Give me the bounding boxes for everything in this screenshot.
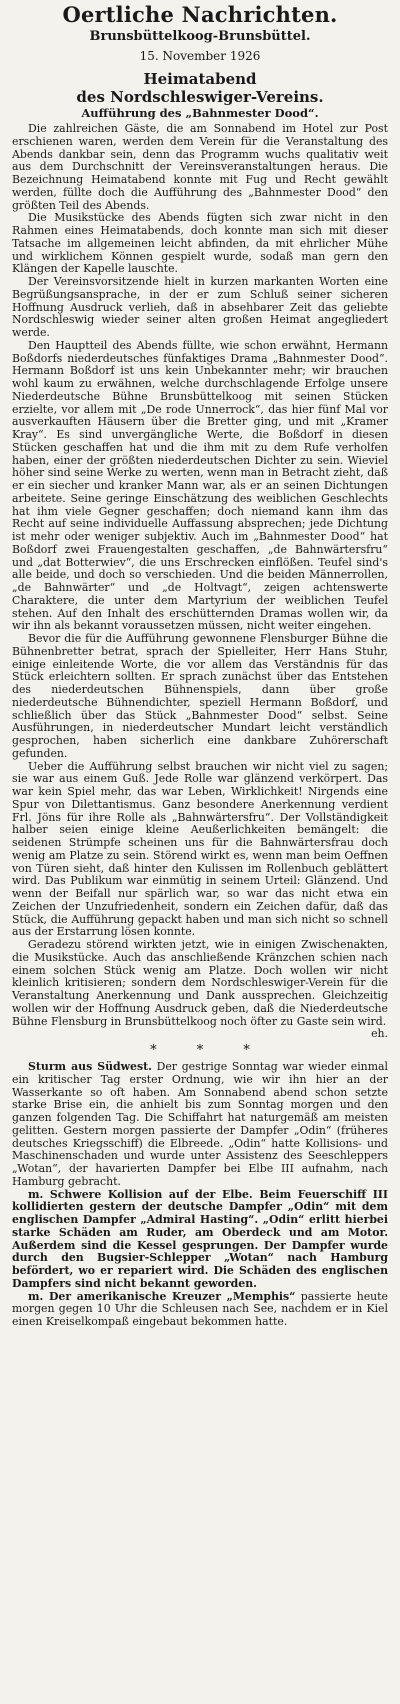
author-signature: eh.: [371, 1027, 388, 1041]
article-heimatabend: [12, 70, 388, 1041]
paragraph: Ueber die Aufführung selbst brauchen wir nicht viel zu sagen; sie war aus einem Guß. Jede Rolle war glänzend verkörpert. Das war kein Spiel mehr, das war Leben, Wirklichkeit! Nirgends eine Spur von Dilettantismus. Ganz besondere Anerkennung verdient Frl. Jöns für ihre Rolle als „Bahnwärtersfru“. Der Vollständigkeit halber seien einige kleine Aeußerlichkeiten bemängelt: die seidenen Strümpfe scheinen uns für die Bahnwärtersfrau doch wenig am Platze zu sein. Störend wirkt es, wenn man beim Oeffnen von Türen sieht, daß hinter den Kulissen im Rollenbuch geblättert wird. Das Publikum war einmütig in seinem Urteil: Glänzend. Und wenn der Beifall nur spärlich war, so war das nicht etwa ein Zeichen der Unzufriedenheit, sondern ein Zeichen dafür, daß das Stück, die Aufführung gepackt haben und man sich nicht so schnell aus der Erstarrung lösen konnte.: [12, 759, 388, 939]
paragraph: Bevor die für die Aufführung gewonnene Flensburger Bühne die Bühnenbretter betrat, sprach der Spielleiter, Herr Hans Stuhr, einige einleitende Worte, die vor allem das Verständnis für das Stück erleichtern sollten. Er sprach zunächst über das Entstehen des niederdeutschen Bühnenspiels, dann über große niederdeutsche Bühnendichter, speziell Hermann Boßdorf, und schließlich über das Stück „Bahnmester Dood“ selbst. Seine Ausführungen, in niederdeutscher Mundart leicht verständlich gesprochen, haben sicherlich eine dankbare Zuhörerschaft gefunden.: [12, 632, 388, 760]
paragraph: Die Musikstücke des Abends fügten sich zwar nicht in den Rahmen eines Heimatabends, doch konnte man sich mit dieser Tatsache im allgemeinen leicht abfinden, da mit ehrlicher Mühe und wirklichem Können gespielt wurde, sodaß man gern den Klängen der Kapelle lauschte.: [12, 211, 388, 276]
section-separator: * * *: [150, 1043, 268, 1058]
section-subtitle: Brunsbüttelkoog-Brunsbüttel.: [89, 29, 311, 44]
news-text: passierte heute morgen gegen 10 Uhr die Schleusen nach See, nachdem er in Kiel einen Kreiselkompaß eingebaut bekommen hatte.: [12, 1289, 388, 1328]
paragraph: Der Vereinsvorsitzende hielt in kurzen markanten Worten eine Begrüßungsansprache, in der er zum Schluß seiner sicheren Hoffnung Ausdruck verlieh, daß in absehbarer Zeit das geliebte Nordschleswig wieder seiner alten großen Heimat angegliedert werde.: [12, 275, 388, 339]
news-text: Der gestrige Sonntag war wieder einmal ein kritischer Tag erster Ordnung, wie wir ihn hier an der Wasserkante so oft haben. Am Sonnabend abend schon setzte starke Brise ein, die anhielt bis zum Sonntag morgen und den ganzen folgenden Tag. Die Schiffahrt hat naturgemäß am meisten gelitten. Gestern morgen passierte der Dampfer „Odin“ (früheres deutsches Kriegsschiff) die Elbreede. „Odin“ hatte Kollisions- und Maschinenschaden und wurde unter Assistenz des Seeschleppers „Wotan“, der havarierten Dampfer bei Elbe III aufnahm, nach Hamburg gebracht.: [12, 1060, 389, 1188]
news-lead: m. Schwere Kollision auf der Elbe.: [28, 1187, 253, 1201]
article-subheadline: Aufführung des „Bahnmester Dood“.: [81, 106, 319, 120]
article-headline-2: des Nordschleswiger-Vereins.: [76, 88, 324, 106]
dateline: 15. November 1926: [139, 49, 261, 63]
news-item-cruiser: [12, 1291, 388, 1329]
news-item-storm: [12, 1061, 388, 1189]
section-title: Oertliche Nachrichten.: [62, 2, 338, 27]
paragraph: Die zahlreichen Gäste, die am Sonnabend im Hotel zur Post erschienen waren, werden dem Verein für die Veranstaltung des Abends dankbar sein, denn das Programm wuchs qualitativ weit aus dem Durchschnitt der Vereinsveranstaltungen heraus. Die Bezeichnung Heimatabend konnte mit Fug und Recht gewählt werden, füllte doch die Aufführung des „Bahnmester Dood“ den größten Teil des Abends.: [12, 122, 388, 212]
paragraph: Geradezu störend wirkten jetzt, wie in einigen Zwischenakten, die Musikstücke. Auch das anschließende Kränzchen schien nach einem solchen Stück wenig am Platze. Doch wollen wir nicht kleinlich kritisieren; sondern dem Nordschleswiger-Verein für die Veranstaltung Anerkennung und Dank aussprechen. Gleichzeitig wollen wir der Hoffnung Ausdruck geben, daß die Niederdeutsche Bühne Flensburg in Brunsbüttelkoog noch öfter zu Gaste sein wird.: [12, 938, 388, 1028]
news-lead: Sturm aus Südwest.: [28, 1060, 152, 1073]
news-item-collision: [12, 1189, 388, 1291]
article-headline: Heimatabend: [143, 70, 257, 88]
news-lead: m. Der amerikanische Kreuzer „Memphis“: [28, 1289, 296, 1303]
paragraph: Den Hauptteil des Abends füllte, wie schon erwähnt, Hermann Boßdorfs niederdeutsches fünfaktiges Drama „Bahnmester Dood“. Hermann Boßdorf ist uns kein Unbekannter mehr; wir brauchen wohl kaum zu erwähnen, welche durchschlagende Erfolge unsere Niederdeutsche Bühne Brunsbüttelkoog mit seinen Stücken erzielte, vor allem mit „De rode Unnerrock“, das hier fünf Mal vor ausverkauften Häusern über die Bretter ging, und mit „Kramer Kray“. Es sind unvergängliche Werte, die Boßdorf in diesen Stücken geschaffen hat und die ihm mit zu dem Rufe verholfen haben, einer der größten niederdeutschen Dichter zu sein. Wieviel höher sind seine Werke zu werten, wenn man in Betracht zieht, daß er ein siecher und kranker Mann war, als er an seinen Dichtungen arbeitete. Seine geringe Einschätzung des weiblichen Geschlechts hat ihm viele Gegner geschaffen; doch niemand kann ihm das Recht auf seine individuelle Auffassung absprechen; jede Dichtung ist mehr oder weniger subjektiv. Auch im „Bahnmester Dood“ hat Boßdorf zwei Frauengestalten geschaffen, „de Bahnwärtersfru“ und „dat Botterwiev“, die uns Erschrecken einflößen. Teufel sind's alle beide, und doch so verschieden. Und die beiden Männerrollen, „de Bahnwärter“ und „de Holtvagt“, zeigen achtenswerte Charaktere, die unter dem Martyrium der weiblichen Teufel stehen. Auf den Inhalt des erschütternden Dramas wollen wir, da wir ihn als bekannt voraussetzen müssen, nicht weiter eingehen.: [12, 338, 388, 633]
news-text: Beim Feuerschiff III kollidierten gestern der deutsche Dampfer „Odin“ mit dem englischen Dampfer „Admiral Hasting“. „Odin“ erlitt hierbei starke Schäden am Ruder, am Oberdeck und am Motor. Außerdem sind die Kessel gesprungen. Der Dampfer wurde durch den Bugsier-Schlepper „Wotan“ nach Hamburg befördert, wo er repariert wird. Die Schäden des englischen Dampfers sind nicht bekannt geworden.: [12, 1187, 388, 1290]
